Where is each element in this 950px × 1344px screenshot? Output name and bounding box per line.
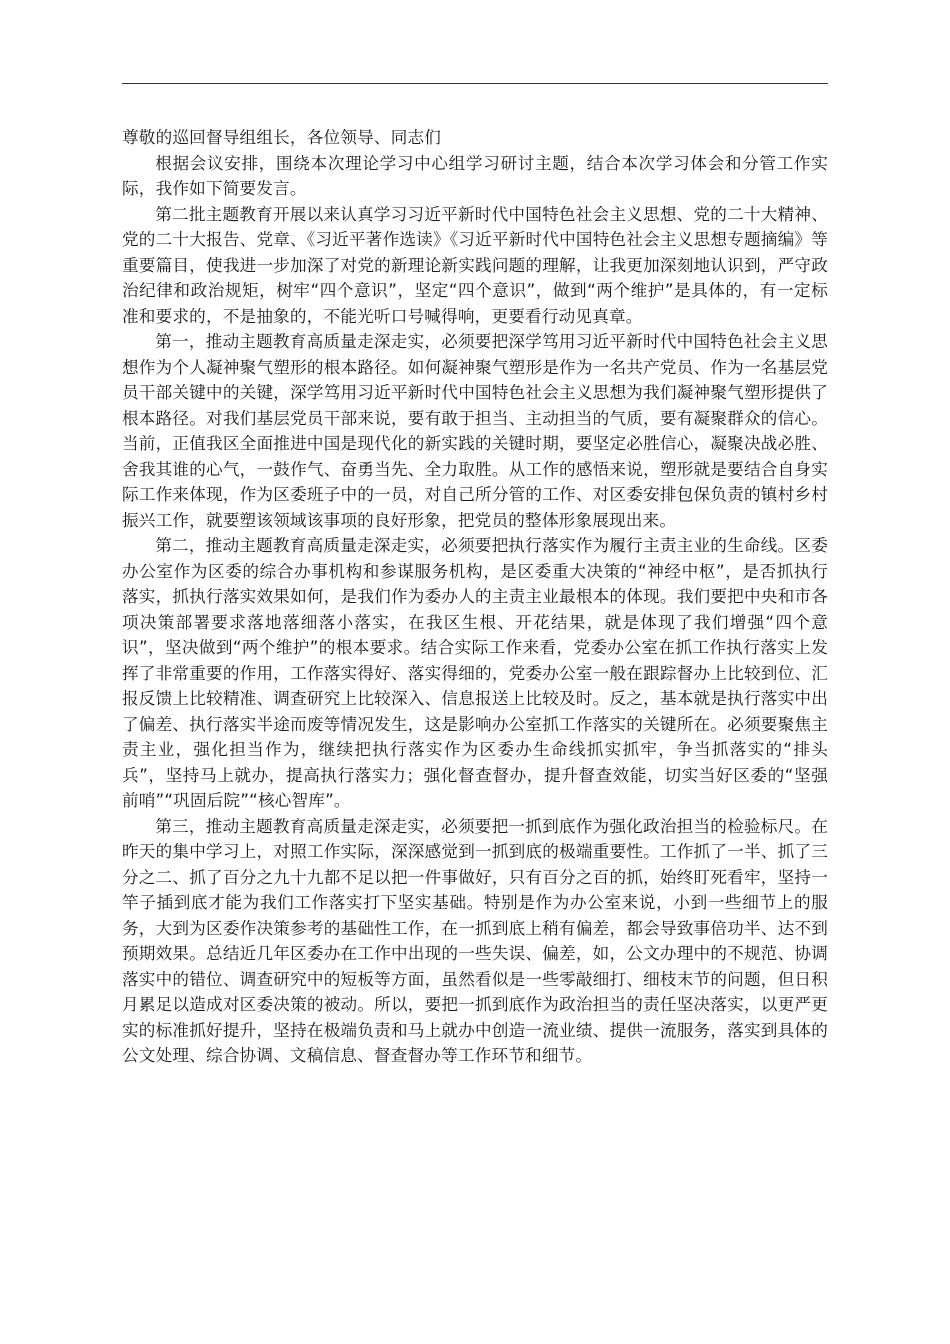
- paragraph-third-point: 第三，推动主题教育高质量走深走实，必须要把一抓到底作为强化政治担当的检验标尺。在昨天的集中学习上，对照工作实际，深深感觉到一抓到底的极端重要性。工作抓了一半、抓了三分之二、抓了百分之九十九都不足以把一件事做好，只有百分之百的抓，始终盯死看牢，坚持一竿子插到底才能为我们工作落实打下坚实基础。特别是作为办公室来说，小到一些细节上的服务，大到为区委作决策参考的基础性工作，在一抓到底上稍有偏差，都会导致事倍功半、达不到预期效果。总结近几年区委办在工作中出现的一些失误、偏差，如，公文办理中的不规范、协调落实中的错位、调查研究中的短板等方面，虽然看似是一些零敲细打、细枝末节的问题，但日积月累足以造成对区委决策的被动。所以，要把一抓到底作为政治担当的责任坚决落实，以更严更实的标准抓好提升，坚持在极端负责和马上就办中创造一流业绩、提供一流服务，落实到具体的公文处理、综合协调、文稿信息、督查督办等工作环节和细节。: [122, 816, 828, 1065]
- paragraph-second-point: 第二，推动主题教育高质量走深走实，必须要把执行落实作为履行主责主业的生命线。区委办公室作为区委的综合办事机构和参谋服务机构，是区委重大决策的“神经中枢”，是否抓执行落实，抓执行落实效果如何，是我们作为委办人的主责主业最根本的体现。我们要把中央和市各项决策部署要求落地落细落小落实，在我区生根、开花结果，就是体现了我们增强“四个意识”，坚决做到“两个维护”的根本要求。结合实际工作来看，党委办公室在抓工作执行落实上发挥了非常重要的作用，工作落实得好、落实得细的，党委办公室一般在跟踪督办上比较到位、汇报反馈上比较精准、调查研究上比较深入、信息报送上比较及时。反之，基本就是执行落实中出了偏差、执行落实半途而废等情况发生，这是影响办公室抓工作落实的关键所在。必须要聚焦主责主业，强化担当作为，继续把执行落实作为区委办生命线抓实抓牢，争当抓落实的“排头兵”，坚持马上就办，提高执行落实力；强化督查督办，提升督查效能，切实当好区委的“坚强前哨”“巩固后院”“核心智库”。: [122, 536, 828, 810]
- document-body: [122, 125, 828, 1069]
- paragraph-intro: 根据会议安排，围绕本次理论学习中心组学习研讨主题，结合本次学习体会和分管工作实际，我作如下简要发言。: [122, 153, 828, 198]
- header-rule: [122, 83, 828, 84]
- salutation: 尊敬的巡回督导组组长，各位领导、同志们: [122, 128, 442, 147]
- paragraph-first-point: 第一，推动主题教育高质量走深走实，必须要把深学笃用习近平新时代中国特色社会主义思想作为个人凝神聚气塑形的根本路径。如何凝神聚气塑形是作为一名共产党员、作为一名基层党员干部关键中的关键，深学笃用习近平新时代中国特色社会主义思想为我们凝神聚气塑形提供了根本路径。对我们基层党员干部来说，要有敢于担当、主动担当的气质，要有凝聚群众的信心。当前，正值我区全面推进中国是现代化的新实践的关键时期，要坚定必胜信心，凝聚决战必胜、舍我其谁的心气，一鼓作气、奋勇当先、全力取胜。从工作的感悟来说，塑形就是要结合自身实际工作来体现，作为区委班子中的一员，对自己所分管的工作、对区委安排包保负责的镇村乡村振兴工作，就要塑该领域该事项的良好形象，把党员的整体形象展现出来。: [122, 332, 828, 530]
- paragraph-study: 第二批主题教育开展以来认真学习习近平新时代中国特色社会主义思想、党的二十大精神、党的二十大报告、党章、《习近平著作选读》《习近平新时代中国特色社会主义思想专题摘编》等重要篇目，使我进一步加深了对党的新理论新实践问题的理解，让我更加深刻地认识到，严守政治纪律和政治规矩，树牢“四个意识”，坚定“四个意识”，做到“两个维护”是具体的，有一定标准和要求的，不是抽象的，不能光听口号喊得响，更要看行动见真章。: [122, 204, 828, 326]
